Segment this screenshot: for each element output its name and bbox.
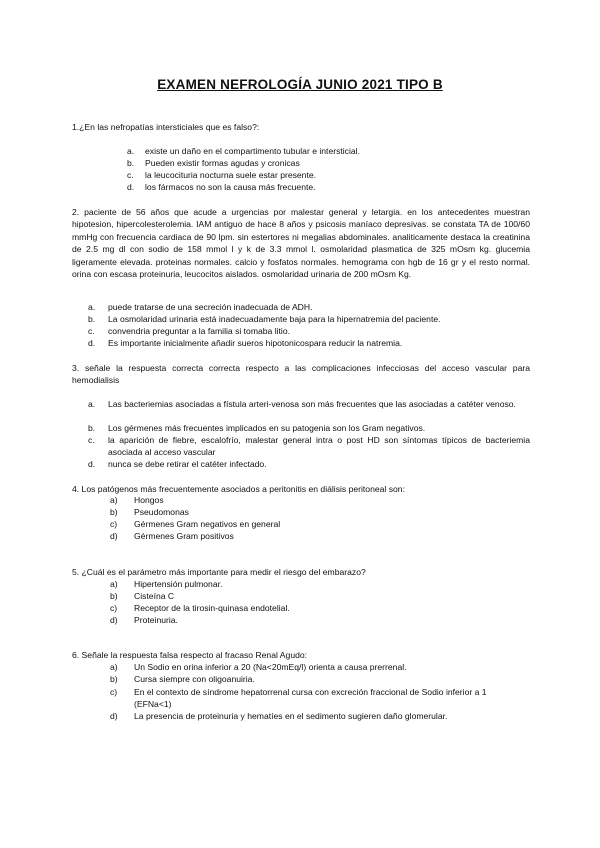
option-marker: d) bbox=[110, 711, 118, 721]
option-text: Hipertensión pulmonar. bbox=[134, 579, 223, 589]
option-text: la aparición de fiebre, escalofrío, malestar general intra o post HD son síntomas típicos de bacteriemia asociada al acceso vascular bbox=[108, 435, 530, 458]
option-marker: c. bbox=[88, 326, 95, 336]
option-text: Pueden existir formas agudas y cronicas bbox=[145, 158, 300, 168]
option-marker: c) bbox=[110, 519, 118, 529]
option-marker: b) bbox=[110, 591, 118, 601]
option-text: Cursa siempre con oligoanuiria. bbox=[134, 674, 255, 684]
option-text: convendria preguntar a la familia si tomaba litio. bbox=[108, 326, 290, 336]
option-marker: a. bbox=[127, 146, 135, 156]
option-marker: b. bbox=[88, 314, 96, 324]
option-text: la leucocituria nocturna suele estar presente. bbox=[145, 170, 317, 180]
option-marker: a) bbox=[110, 495, 118, 505]
option-marker: d) bbox=[110, 615, 118, 625]
option-text: Es importante inicialmente añadir sueros hipotonicospara reducir la natremia. bbox=[108, 338, 403, 348]
option-marker: d) bbox=[110, 531, 118, 541]
option-text: Los gérmenes más frecuentes implicados en su patogenia son los Gram negativos. bbox=[108, 423, 426, 433]
option-text: puede tratarse de una secreción inadecuada de ADH. bbox=[108, 302, 313, 312]
option-text: Pseudomonas bbox=[134, 507, 189, 517]
option-text: existe un daño en el compartimento tubular e intersticial. bbox=[145, 146, 360, 156]
option-marker: c) bbox=[110, 687, 118, 697]
option-marker: b. bbox=[88, 423, 96, 433]
option-text: En el contexto de síndrome hepatorrenal cursa con excreción fraccional de Sodio inferior a 1 (EFNa<1) bbox=[134, 687, 487, 710]
option-marker: d. bbox=[127, 182, 135, 192]
option-marker: d. bbox=[88, 338, 96, 348]
option-text: Hongos bbox=[134, 495, 164, 505]
option-marker: c. bbox=[88, 435, 95, 445]
option-text: Receptor de la tirosin-quinasa endotelial. bbox=[134, 603, 290, 613]
page-title: EXAMEN NEFROLOGÍA JUNIO 2021 TIPO B bbox=[157, 77, 443, 92]
option-text: nunca se debe retirar el catéter infectado. bbox=[108, 459, 267, 469]
option-marker: b. bbox=[127, 158, 135, 168]
option-marker: b) bbox=[110, 507, 118, 517]
option-text: Un Sodio en orina inferior a 20 (Na<20mEq/l) orienta a causa prerrenal. bbox=[134, 662, 407, 672]
option-text: Cisteína C bbox=[134, 591, 175, 601]
question-3-text: 3. señale la respuesta correcta correcta respecto a las complicaciones infecciosas del acceso vascular para hemodialisis bbox=[72, 363, 530, 386]
option-text: los fármacos no son la causa más frecuente. bbox=[145, 182, 316, 192]
option-marker: c. bbox=[127, 170, 134, 180]
option-marker: c) bbox=[110, 603, 118, 613]
option-text: Las bacteriemias asociadas a fístula arteri-venosa son más frecuentes que las asociadas a catéter venoso. bbox=[108, 399, 516, 409]
option-marker: a. bbox=[88, 302, 96, 312]
option-text: Gérmenes Gram positivos bbox=[134, 531, 234, 541]
question-1-text: 1.¿En las nefropatías intersticiales que es falso?: bbox=[72, 122, 260, 132]
option-marker: b) bbox=[110, 674, 118, 684]
question-5-text: 5. ¿Cuál es el parámetro más importante para medir el riesgo del embarazo? bbox=[72, 567, 366, 577]
question-6-text: 6. Señale la respuesta falsa respecto al fracaso Renal Agudo: bbox=[72, 650, 308, 660]
option-text: Proteinuria. bbox=[134, 615, 178, 625]
option-marker: a) bbox=[110, 579, 118, 589]
question-4-text: 4. Los patógenos más frecuentemente asociados a peritonitis en diálisis peritoneal son: bbox=[72, 484, 405, 494]
option-text: Gérmenes Gram negativos en general bbox=[134, 519, 281, 529]
question-2-text: 2. paciente de 56 años que acude a urgencias por malestar general y letargia. en los antecedentes muestran hipotesion, hipercolesterolemia. IAM antiguo de hace 8 años y psicosis maníaco depresivas. se constata TA de 100/60 mmHg con frecuencia cardiaca de 90 lpm. sin estertores ni megalias abdominales. analiticamente destaca la creatinina de 2.5 mg dl con sodio de 158 mmol l y k de 3.3 mmol l. osmolaridad plasmatica de 325 mOsm kg. glucemia ligeramente elevada. proteinas normales. calcio y fosfatos normales. hemograma con hgb de 16 gr y el resto normal. orina con escasa proteinuria, leucocitos aislados. osmolaridad urinaria de 200 mOsm Kg. bbox=[72, 207, 530, 280]
option-text: La osmolaridad urinaria está inadecuadamente baja para la hipernatremia del paciente. bbox=[108, 314, 441, 324]
option-text: La presencia de proteinuria y hematíes en el sedimento sugieren daño glomerular. bbox=[134, 711, 448, 721]
option-marker: a. bbox=[88, 399, 96, 409]
option-marker: d. bbox=[88, 459, 96, 469]
option-marker: a) bbox=[110, 662, 118, 672]
